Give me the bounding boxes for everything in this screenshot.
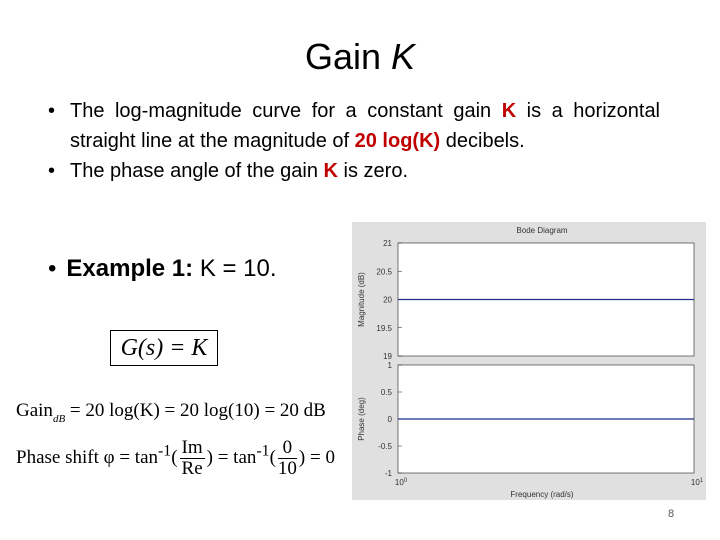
fraction-0: 0 <box>278 438 297 459</box>
bullet1-text-b: is a horizontal straight line at the magnitude of <box>70 100 661 152</box>
fraction-im: Im <box>181 437 203 458</box>
phase-eq-lhs: Phase shift φ = tan <box>16 446 158 468</box>
phase-tick-label: -1 <box>384 469 392 478</box>
phase-equation: Phase shift $\varphi = \tan^{-1}$( $\frac{Im}{Re}$ ) = $\tan^{-1}$( $\frac{0}{10}$ ) = 0 <box>16 437 335 479</box>
bullet-item-phase-angle <box>48 156 660 186</box>
gain-eq-lhs: Gain <box>16 400 53 421</box>
magnitude-tick-label: 21 <box>383 239 392 248</box>
bullet1-expr: 20 log(K) <box>354 130 441 152</box>
bullet1-text-a: The log-magnitude curve for a constant gain <box>70 100 492 122</box>
phase-tick-label: -0.5 <box>378 442 392 451</box>
phase-eq-sup-1: -1 <box>158 442 172 460</box>
bullet-item-log-magnitude <box>48 96 660 156</box>
phase-eq-mid: ) = tan <box>206 446 257 468</box>
gain-eq-subscript: dB <box>52 413 66 425</box>
magnitude-axis-label: Magnitude (dB) <box>357 272 366 327</box>
phase-eq-sup-2: -1 <box>256 442 270 460</box>
phase-fraction-0-10 <box>278 438 297 479</box>
example-value: K = 10. <box>199 255 277 282</box>
phase-eq-rhs: ) = 0 <box>298 446 335 468</box>
bode-title: Bode Diagram <box>516 226 568 235</box>
magnitude-tick-label: 20.5 <box>376 267 392 277</box>
slide-title <box>0 36 720 78</box>
bullet1-k: K <box>501 100 517 122</box>
fraction-re: Re <box>181 458 203 479</box>
gain-eq-rhs: = 20 log(K) = 20 log(10) = 20 dB <box>69 400 326 421</box>
bullet-list <box>48 96 660 186</box>
magnitude-tick-label: 20 <box>383 295 392 305</box>
transfer-function-box: G(s) = K <box>110 330 218 366</box>
title-k: K <box>391 36 416 77</box>
phase-tick-label: 0.5 <box>380 388 392 397</box>
bullet2-text-a: The phase angle of the gain <box>70 160 318 182</box>
x-tick-label: $10^0$ <box>394 478 408 487</box>
bullet1-text-c: decibels. <box>445 130 525 152</box>
magnitude-tick-label: 19 <box>383 352 392 361</box>
gain-equation <box>16 400 326 425</box>
phase-axis-label: Phase (deg) <box>357 397 366 441</box>
x-axis-label: Frequency (rad/s) <box>510 490 574 499</box>
bullet2-text-b: is zero. <box>343 160 409 182</box>
bode-diagram <box>352 222 706 500</box>
bullet2-k: K <box>323 160 338 182</box>
phase-tick-label: 1 <box>387 361 392 370</box>
magnitude-tick-label: 19.5 <box>376 323 392 333</box>
title-text: Gain <box>304 36 381 77</box>
example-bullet <box>48 255 277 283</box>
example-label: Example 1: <box>66 255 194 282</box>
page-number: 8 <box>668 508 675 520</box>
phase-fraction-im-re <box>180 438 205 479</box>
fraction-10: 10 <box>277 458 297 479</box>
phase-tick-label: 0 <box>387 415 392 424</box>
x-tick-label: $10^1$ <box>690 478 704 487</box>
